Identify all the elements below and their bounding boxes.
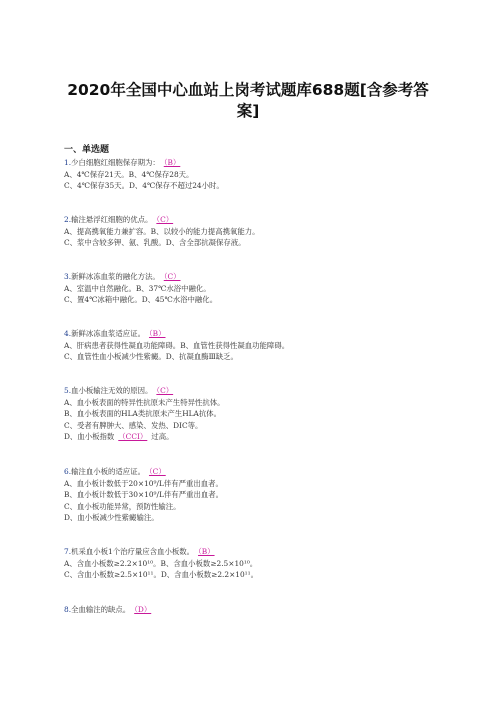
- title-line-1: 2020年全国中心血站上岗考试题库688题[含参考答: [67, 81, 429, 99]
- option-line: B、血小板计数低于30×10⁹/L伴有严重出血者。: [64, 490, 224, 500]
- question-7: [64, 546, 464, 581]
- question-text: 机采血小板1个治疗量应含血小板数。: [71, 547, 195, 556]
- option-line: A、4℃保存21天。B、4℃保存28天。: [64, 169, 194, 179]
- question-number: 3.: [64, 272, 72, 281]
- question-number: 1.: [64, 158, 72, 167]
- option-line: A、提高携氧能力兼扩容。B、以较小的能力提高携氧能力。: [64, 226, 260, 236]
- option-line: C、受者有脾肿大、感染、发热、DIC等。: [64, 420, 203, 430]
- document-title: [40, 80, 456, 122]
- section-heading: 一、单选题: [64, 145, 110, 155]
- question-6: [64, 466, 464, 524]
- option-line: A、室温中自然融化。B、37℃水浴中融化。: [64, 283, 211, 293]
- question-number: 5.: [64, 386, 72, 395]
- option-line: [64, 431, 464, 443]
- question-3: [64, 271, 464, 306]
- question-text: 输注悬浮红细胞的优点。: [71, 215, 153, 224]
- answer-key: （B）: [148, 329, 166, 338]
- title-line-2: 案]: [236, 102, 260, 120]
- question-4: [64, 328, 464, 363]
- option-line: C、浆中含较多钾、氨、乳酸。D、含全部抗凝保存液。: [64, 238, 246, 248]
- option-line: A、血小板计数低于20×10⁹/L伴有严重出血者。: [64, 478, 223, 488]
- option-line: D、血小板减少性紫癜输注。: [64, 513, 159, 523]
- option-line: C、4℃保存35天。D、4℃保存不超过24小时。: [64, 181, 224, 191]
- question-number: 4.: [64, 329, 72, 338]
- question-text: 新鲜冰冻血浆的融化方法。: [71, 272, 160, 281]
- question-text: 少白细胞红细胞保存期为：: [71, 158, 160, 167]
- answer-key: （C）: [156, 215, 174, 224]
- option-line: A、血小板表面的特异性抗原未产生特异性抗体。: [64, 397, 225, 407]
- option-line: C、含血小板数≥2.5×10¹¹。D、含血小板数≥2.2×10¹¹。: [64, 570, 258, 580]
- option-text: D、血小板指数: [64, 432, 115, 442]
- question-number: 7.: [64, 547, 72, 556]
- option-line: A、含血小板数≥2.2×10¹⁰。B、含血小板数≥2.5×10¹⁰。: [64, 558, 258, 568]
- option-line: C、血管性血小板减少性紫癜。D、抗凝血酶Ⅲ缺乏。: [64, 352, 238, 362]
- question-8: [64, 604, 464, 616]
- option-line: B、血小板表面的HLA类抗原未产生HLA抗体。: [64, 409, 222, 419]
- question-number: 6.: [64, 467, 72, 476]
- question-text: 新鲜冰冻血浆适应证。: [71, 329, 145, 338]
- question-number: 2.: [64, 215, 72, 224]
- question-2: [64, 214, 464, 249]
- question-1: [64, 157, 464, 192]
- option-line: C、置4℃冰箱中融化。D、45℃水浴中融化。: [64, 295, 218, 305]
- answer-key: （C）: [163, 272, 181, 281]
- question-5: [64, 385, 464, 443]
- option-line: C、血小板功能异常，预防性输注。: [64, 501, 181, 511]
- answer-key: （D）: [134, 605, 152, 614]
- option-text: 过高。: [151, 432, 174, 442]
- option-line: A、肝病患者获得性凝血功能障碍。B、血管性获得性凝血功能障碍。: [64, 340, 290, 350]
- answer-key: （B）: [163, 158, 181, 167]
- answer-key: （B）: [198, 547, 215, 556]
- highlighted-term: （CCI）: [118, 432, 148, 442]
- question-text: 输注血小板的适应证。: [71, 467, 145, 476]
- answer-key: （C）: [156, 386, 174, 395]
- question-text: 全血输注的缺点。: [71, 605, 131, 614]
- question-number: 8.: [64, 605, 72, 614]
- answer-key: （C）: [148, 467, 166, 476]
- question-text: 血小板输注无效的原因。: [71, 386, 153, 395]
